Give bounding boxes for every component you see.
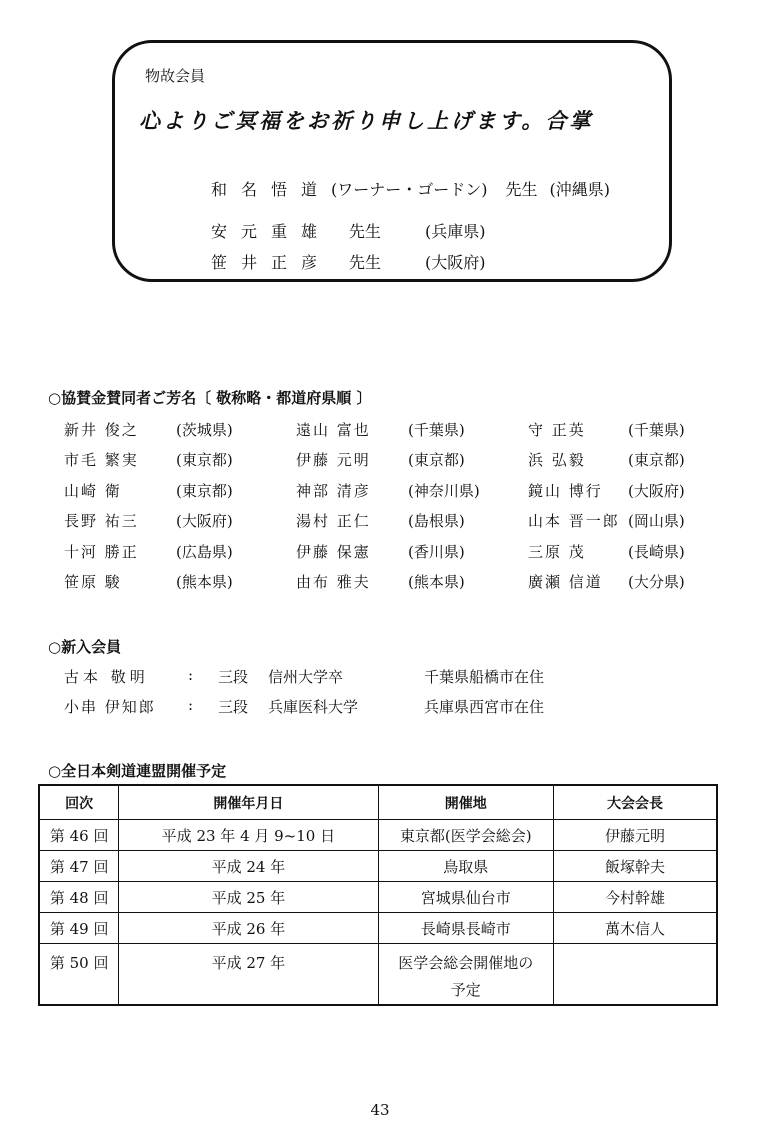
- president-cell: 伊藤元明: [553, 820, 717, 851]
- memorial-member-prefecture: (大阪府): [425, 253, 486, 272]
- new-members-heading: ○新入会員: [48, 638, 122, 656]
- sponsor-entry: [528, 475, 724, 506]
- column-header: 大会会長: [553, 785, 717, 820]
- column-header: 回次: [39, 785, 119, 820]
- date-cell: 平成 24 年: [119, 851, 378, 882]
- table-header-row: [39, 785, 717, 820]
- sponsor-entry: [528, 536, 724, 567]
- sponsor-entry: [528, 414, 724, 445]
- round-text: 第 50 回: [49, 954, 109, 972]
- sponsor-prefecture: (東京都): [176, 451, 233, 470]
- sponsor-entry: [296, 414, 528, 445]
- sponsor-prefecture: (広島県): [176, 542, 233, 561]
- sponsor-entry: [64, 567, 296, 598]
- sponsor-prefecture: (熊本県): [176, 573, 233, 592]
- sponsor-entry: [296, 506, 528, 537]
- new-member-residence: 兵庫県西宮市在住: [424, 698, 545, 716]
- venue-cell: 東京都(医学会総会): [378, 820, 553, 851]
- schedule-heading: ○全日本剣道連盟開催予定: [48, 762, 227, 780]
- schedule-table: [38, 784, 718, 1006]
- date-cell: [119, 944, 378, 1006]
- sponsor-name: 湯村 正仁: [296, 512, 371, 531]
- sponsor-prefecture: (千葉県): [628, 420, 685, 439]
- sponsor-name: 伊藤 元明: [296, 451, 371, 470]
- sponsor-name: 伊藤 保憲: [296, 542, 371, 561]
- sponsor-name: 守 正英: [528, 420, 586, 439]
- sponsor-name: 山本 晋一郎: [528, 512, 620, 531]
- president-cell: [553, 944, 717, 1006]
- column-header: 開催年月日: [119, 785, 378, 820]
- sponsor-name: 鏡山 博行: [528, 481, 603, 500]
- new-member-school: 兵庫医科大学: [268, 698, 359, 716]
- sponsor-prefecture: (茨城県): [176, 420, 233, 439]
- venue-text-line1: 医学会総会開催地の: [398, 954, 534, 972]
- memorial-member-title: 先生: [349, 222, 382, 241]
- memorial-member: [211, 177, 610, 200]
- memorial-member: [211, 250, 486, 273]
- table-row: [39, 944, 717, 1006]
- sponsor-entry: [64, 536, 296, 567]
- round-cell: 第 48 回: [39, 882, 119, 913]
- sponsor-prefecture: (熊本県): [408, 573, 465, 592]
- sponsor-prefecture: (香川県): [408, 542, 465, 561]
- sponsor-prefecture: (千葉県): [408, 420, 465, 439]
- date-cell: 平成 26 年: [119, 913, 378, 944]
- memorial-member-name: 笹井正彦: [211, 253, 332, 272]
- sponsor-name: 廣瀬 信道: [528, 573, 603, 592]
- memorial-member-title: 先生: [349, 253, 382, 272]
- sponsor-name: 長野 祐三: [64, 512, 139, 531]
- round-cell: 第 49 回: [39, 913, 119, 944]
- sponsor-prefecture: (東京都): [176, 481, 233, 500]
- new-member-name: 小串 伊知郎: [64, 698, 156, 716]
- venue-text-line2: 予定: [450, 981, 481, 999]
- sponsor-prefecture: (神奈川県): [408, 481, 480, 500]
- new-member-rank: 三段: [218, 668, 249, 686]
- sponsor-entry: [64, 445, 296, 476]
- sponsor-name: 新井 俊之: [64, 420, 139, 439]
- sponsor-prefecture: (東京都): [628, 451, 685, 470]
- president-cell: 飯塚幹夫: [553, 851, 717, 882]
- table-row: [39, 913, 717, 944]
- sponsor-prefecture: (岡山県): [628, 512, 685, 531]
- memorial-message: 心よりご冥福をお祈り申し上げます。合掌: [139, 108, 594, 133]
- date-cell: 平成 23 年 4 月 9~10 日: [119, 820, 378, 851]
- president-cell: 萬木信人: [553, 913, 717, 944]
- sponsor-name: 十河 勝正: [64, 542, 139, 561]
- column-header: 開催地: [378, 785, 553, 820]
- sponsor-entry: [296, 567, 528, 598]
- sponsor-prefecture: (東京都): [408, 451, 465, 470]
- sponsor-list: [64, 414, 724, 597]
- memorial-member-name: 安元重雄: [211, 222, 332, 241]
- venue-cell: 宮城県仙台市: [378, 882, 553, 913]
- venue-cell: [378, 944, 553, 1006]
- sponsor-entry: [528, 445, 724, 476]
- sponsor-prefecture: (大阪府): [176, 512, 233, 531]
- memorial-member-prefecture: (沖縄県): [549, 180, 611, 199]
- new-member-row: [64, 696, 544, 717]
- memorial-heading: 物故会員: [145, 67, 206, 85]
- date-cell: 平成 25 年: [119, 882, 378, 913]
- sponsor-prefecture: (島根県): [408, 512, 465, 531]
- new-member-colon: :: [188, 666, 194, 684]
- round-cell: 第 46 回: [39, 820, 119, 851]
- sponsor-name: 浜 弘毅: [528, 451, 586, 470]
- new-member-school: 信州大学卒: [268, 668, 344, 686]
- sponsor-entry: [64, 414, 296, 445]
- sponsor-entry: [528, 567, 724, 598]
- sponsor-name: 笹原 駿: [64, 573, 122, 592]
- memorial-member: [211, 219, 486, 242]
- memorial-member-prefecture: (兵庫県): [425, 222, 486, 241]
- venue-cell: 長崎県長崎市: [378, 913, 553, 944]
- sponsor-name: 市毛 繁実: [64, 451, 139, 470]
- sponsor-entry: [64, 506, 296, 537]
- memorial-box: [112, 40, 672, 282]
- sponsor-entry: [296, 475, 528, 506]
- new-member-rank: 三段: [218, 698, 249, 716]
- sponsor-name: 三原 茂: [528, 542, 586, 561]
- new-member-row: [64, 666, 544, 687]
- sponsor-prefecture: (大分県): [628, 573, 685, 592]
- sponsor-prefecture: (長崎県): [628, 542, 685, 561]
- table-row: [39, 882, 717, 913]
- sponsor-entry: [528, 506, 724, 537]
- sponsor-entry: [64, 475, 296, 506]
- new-member-name: 古本 敬明: [64, 668, 149, 686]
- memorial-member-reading: (ワーナー・ゴードン): [331, 180, 488, 199]
- sponsor-entry: [296, 445, 528, 476]
- table-row: [39, 851, 717, 882]
- sponsor-name: 由布 雅夫: [296, 573, 371, 592]
- sponsor-name: 山崎 衛: [64, 481, 122, 500]
- date-text: 平成 27 年: [211, 954, 286, 972]
- round-cell: [39, 944, 119, 1006]
- page-number: 43: [370, 1101, 390, 1119]
- new-member-colon: :: [188, 696, 194, 714]
- venue-cell: 鳥取県: [378, 851, 553, 882]
- sponsor-prefecture: (大阪府): [628, 481, 685, 500]
- new-member-residence: 千葉県船橋市在住: [424, 668, 545, 686]
- table-row: [39, 820, 717, 851]
- sponsor-name: 遠山 富也: [296, 420, 371, 439]
- sponsors-heading: ○協賛金賛同者ご芳名〔 敬称略・都道府県順 〕: [48, 389, 372, 407]
- sponsor-name: 神部 清彦: [296, 481, 371, 500]
- round-cell: 第 47 回: [39, 851, 119, 882]
- president-cell: 今村幹雄: [553, 882, 717, 913]
- sponsor-entry: [296, 536, 528, 567]
- memorial-member-title: 先生: [505, 180, 538, 199]
- memorial-member-name: 和名悟道: [211, 180, 332, 199]
